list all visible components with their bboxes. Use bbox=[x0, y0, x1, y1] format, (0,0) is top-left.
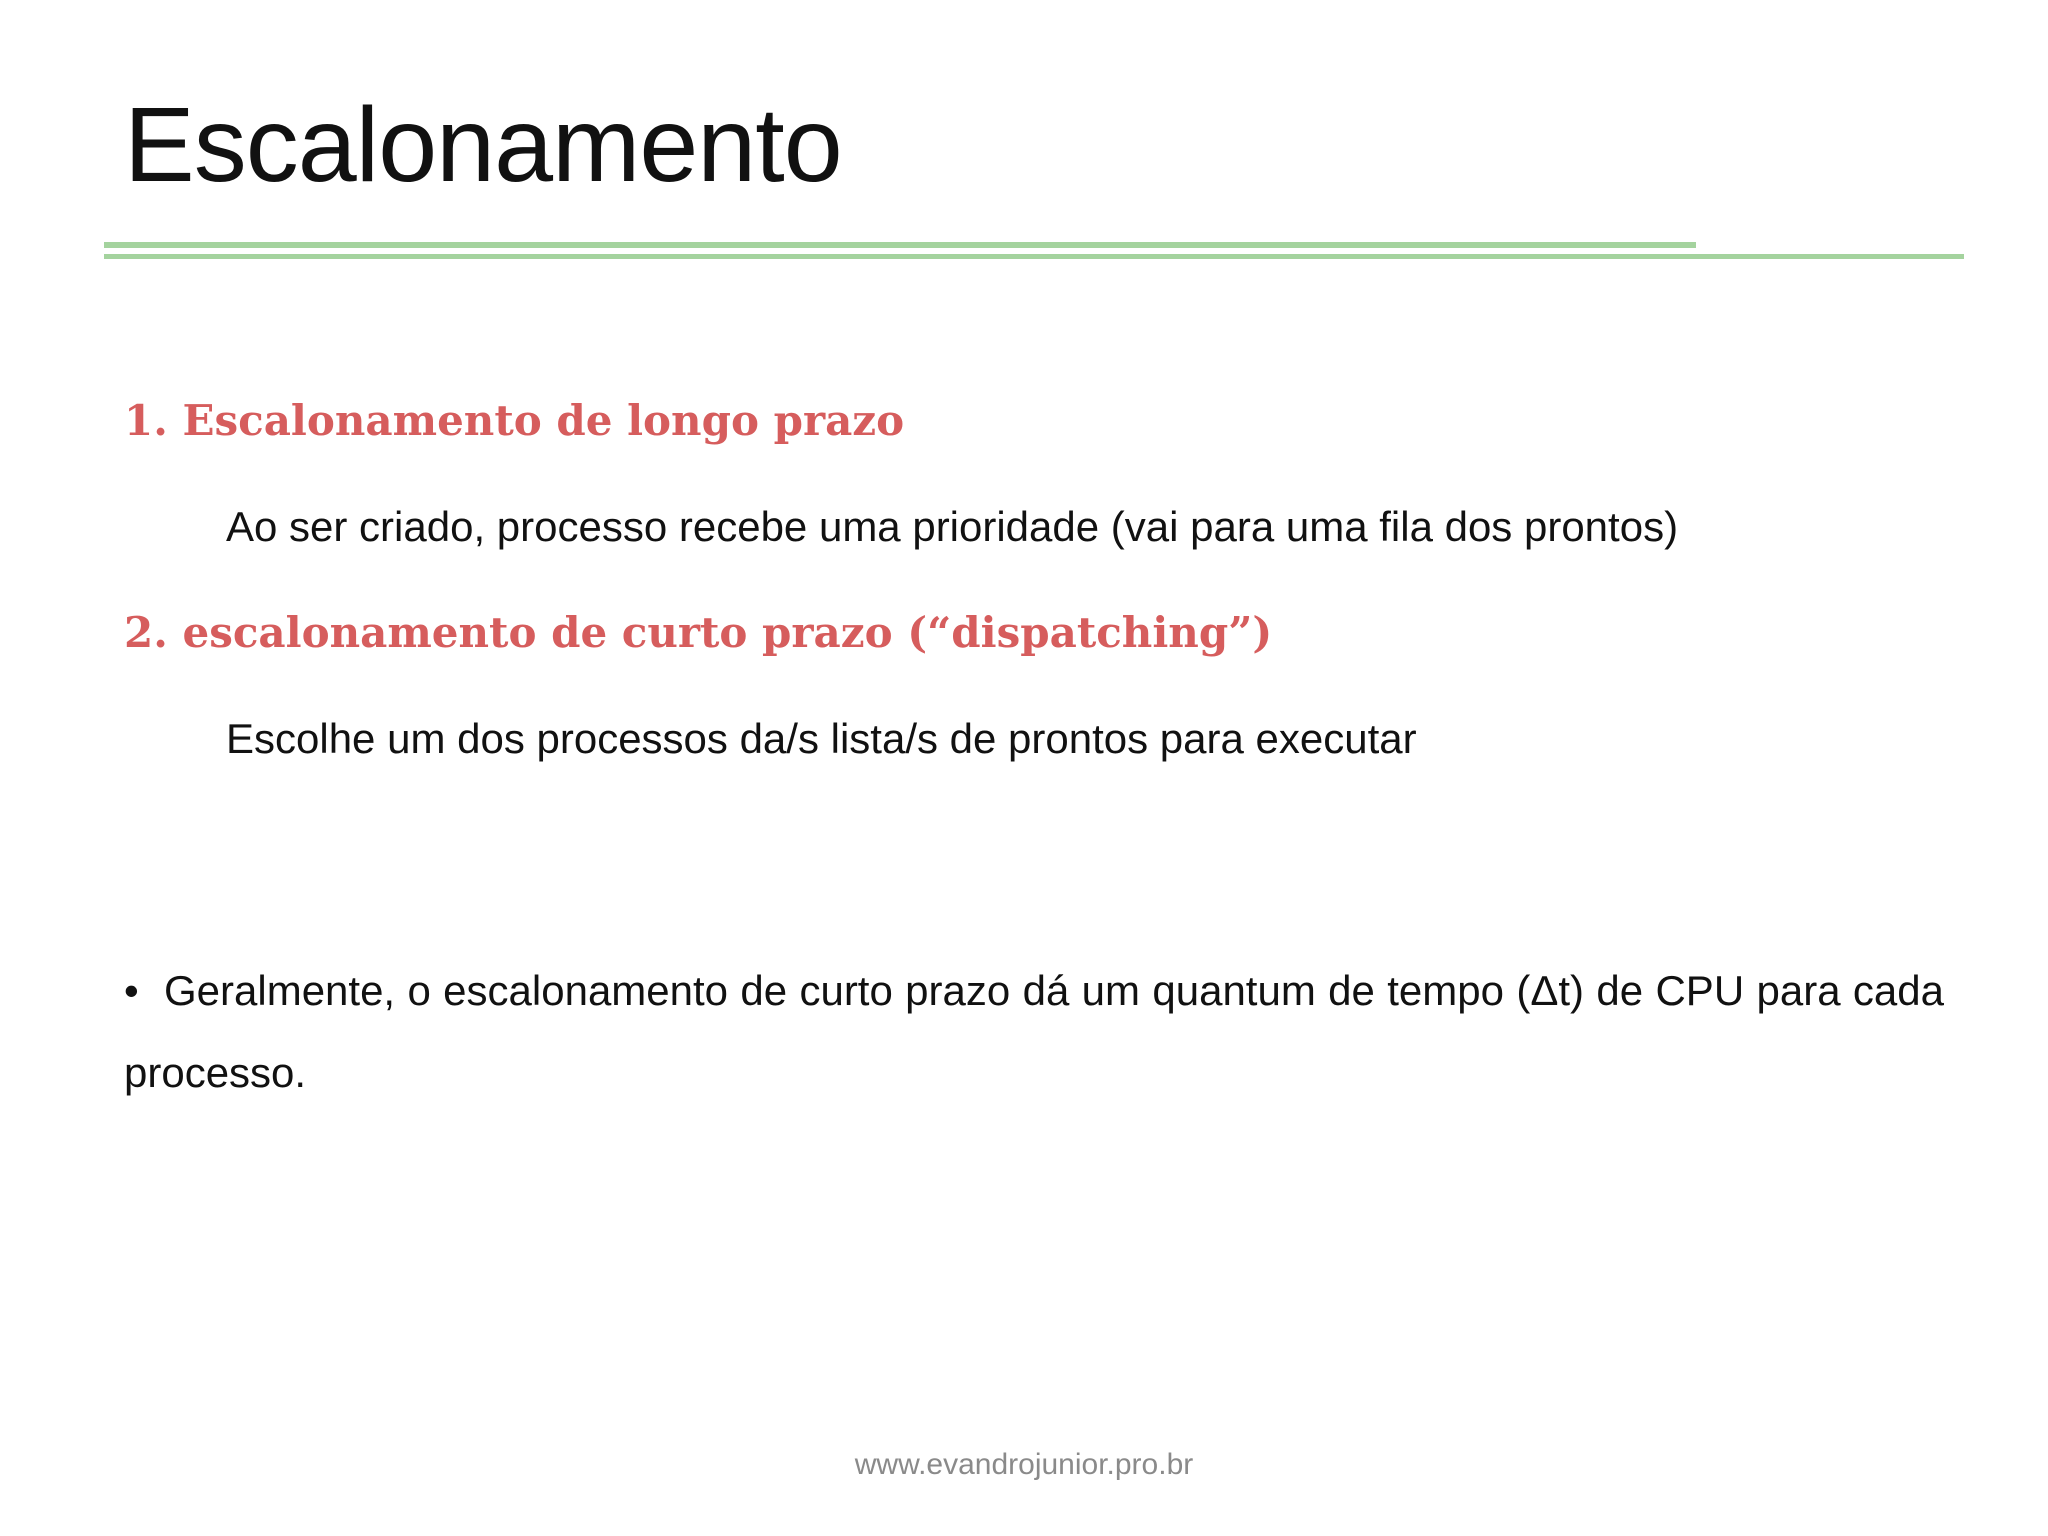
item-2-text: Escolhe um dos processos da/s lista/s de prontos para executar bbox=[226, 715, 1417, 762]
slide-title: Escalonamento bbox=[124, 86, 842, 204]
item-1-text: Ao ser criado, processo recebe uma prioridade (vai para uma fila dos prontos) bbox=[226, 503, 1679, 550]
item-1-heading: 1. Escalonamento de longo prazo bbox=[124, 396, 905, 445]
title-rule-bottom bbox=[104, 254, 1964, 259]
bullet-paragraph bbox=[124, 950, 1944, 1114]
title-rule-top bbox=[104, 242, 1696, 248]
item-2-heading: 2. escalonamento de curto prazo (“dispatching”) bbox=[124, 608, 1273, 657]
bullet-text: Geralmente, o escalonamento de curto prazo dá um quantum de tempo (Δt) de CPU para cada processo. bbox=[124, 967, 1944, 1096]
bullet-icon: • bbox=[124, 967, 139, 1014]
footer-url: www.evandrojunior.pro.br bbox=[854, 1448, 1194, 1481]
